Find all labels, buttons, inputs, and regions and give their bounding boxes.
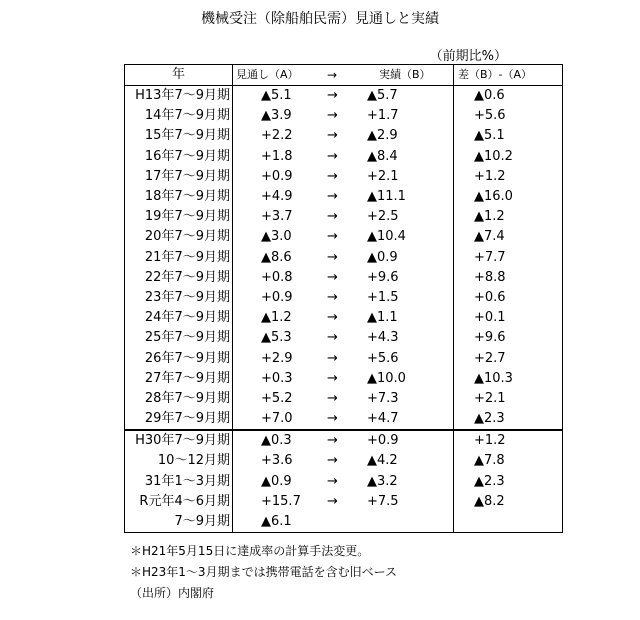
cell-arrow: → [327,209,338,225]
cell-arrow: → [327,493,338,509]
cell-arrow: → [327,229,338,245]
table-row [125,492,563,512]
cell-arrow: → [327,390,338,406]
cell-diff: +7.7 [454,248,563,268]
forecast-table [124,64,563,533]
cell-year: 21年7～9月期 [125,248,233,268]
cell-forecast: +2.2 [233,126,328,146]
table-row [125,106,563,126]
cell-arrow: → [327,350,338,366]
header-diff: 差（B）-（A） [454,65,563,86]
cell-diff: +9.6 [454,328,563,348]
cell-forecast: ▲5.3 [233,328,328,348]
cell-actual: +2.1 [367,168,399,184]
cell-actual: +4.3 [367,330,399,346]
table-row [125,227,563,247]
notes [130,541,397,583]
cell-diff: +5.6 [454,106,563,126]
table-row [125,308,563,328]
cell-diff: +1.2 [454,167,563,187]
note-2: ＊H23年1～3月期までは携帯電話を含む旧ベース [130,565,397,579]
table-row [125,268,563,288]
cell-year: 24年7～9月期 [125,308,233,328]
cell-actual: +1.5 [367,289,399,305]
table-row [125,348,563,368]
table-row [125,126,563,146]
cell-arrow: → [327,330,338,346]
cell-arrow: → [327,108,338,124]
cell-forecast: +0.9 [233,288,328,308]
cell-diff: ▲8.2 [454,492,563,512]
cell-year: 26年7～9月期 [125,348,233,368]
cell-diff: +8.8 [454,268,563,288]
header-forecast: 見通し（A） [233,65,328,86]
cell-diff: ▲5.1 [454,126,563,146]
table-row [125,328,563,348]
table-row [125,472,563,492]
cell-actual: +2.5 [367,209,399,225]
cell-year: H30年7～9月期 [125,430,233,451]
cell-actual: ▲3.2 [367,473,398,489]
cell-diff: +2.1 [454,389,563,409]
cell-year: 15年7～9月期 [125,126,233,146]
cell-diff: +0.1 [454,308,563,328]
cell-year: 17年7～9月期 [125,167,233,187]
cell-actual: ▲10.0 [367,370,406,386]
cell-arrow: → [327,269,338,285]
cell-actual [367,512,454,533]
table-row [125,512,563,533]
cell-actual: +7.5 [367,493,399,509]
cell-year: 18年7～9月期 [125,187,233,207]
cell-actual: +9.6 [367,269,399,285]
cell-arrow: → [327,289,338,305]
table-body [125,86,563,533]
cell-actual: +4.7 [367,411,399,427]
cell-year: R元年4～6月期 [125,492,233,512]
cell-forecast: +3.6 [233,451,328,471]
cell-arrow: → [327,310,338,326]
cell-actual: ▲8.4 [367,148,398,164]
cell-diff: +2.7 [454,348,563,368]
cell-arrow: → [327,430,367,451]
cell-actual: +7.3 [367,390,399,406]
cell-diff: ▲7.8 [454,451,563,471]
cell-arrow: → [327,148,338,164]
cell-forecast: +0.3 [233,369,328,389]
cell-diff [454,512,563,533]
cell-arrow: → [327,453,338,469]
table-row [125,187,563,207]
cell-diff: ▲10.3 [454,369,563,389]
cell-actual: ▲1.1 [367,310,398,326]
cell-forecast: ▲5.1 [233,86,328,107]
cell-forecast: ▲3.9 [233,106,328,126]
cell-year: 20年7～9月期 [125,227,233,247]
cell-diff: ▲10.2 [454,147,563,167]
cell-year: 25年7～9月期 [125,328,233,348]
cell-year: 31年1～3月期 [125,472,233,492]
cell-year: 27年7～9月期 [125,369,233,389]
cell-forecast: ▲8.6 [233,248,328,268]
table-row [125,389,563,409]
cell-diff: +1.2 [454,430,563,451]
cell-actual: +5.6 [367,350,399,366]
cell-year: 14年7～9月期 [125,106,233,126]
cell-diff: ▲0.6 [454,86,563,107]
cell-actual: +0.9 [367,430,454,451]
cell-diff: ▲2.3 [454,472,563,492]
cell-forecast: +7.0 [233,409,328,430]
table-title: 機械受注（除船舶民需）見通しと実績 [201,11,439,27]
cell-forecast: ▲3.0 [233,227,328,247]
cell-forecast: ▲0.9 [233,472,328,492]
cell-diff: ▲1.2 [454,207,563,227]
table-row [125,86,563,107]
cell-forecast: +4.9 [233,187,328,207]
table-row [125,248,563,268]
cell-year: 10～12月期 [125,451,233,471]
header-actual: 実績（B） [367,65,454,86]
cell-year: 29年7～9月期 [125,409,233,430]
cell-diff: ▲2.3 [454,409,563,430]
table-row [125,430,563,451]
cell-year: 23年7～9月期 [125,288,233,308]
cell-diff: ▲7.4 [454,227,563,247]
cell-arrow: → [327,370,338,386]
table-row [125,369,563,389]
cell-arrow [327,512,367,533]
cell-arrow: → [327,88,338,104]
table-row [125,288,563,308]
cell-year: 16年7～9月期 [125,147,233,167]
cell-year: 19年7～9月期 [125,207,233,227]
cell-year: 7～9月期 [125,512,233,533]
table-header-row [125,65,563,86]
cell-actual: ▲11.1 [367,189,406,205]
cell-forecast: ▲0.3 [233,430,328,451]
cell-year: 28年7～9月期 [125,389,233,409]
note-1: ＊H21年5月15日に達成率の計算手法変更。 [130,544,370,558]
cell-forecast: ▲1.2 [233,308,328,328]
table-row [125,167,563,187]
cell-forecast: +0.8 [233,268,328,288]
header-year: 年 [125,65,233,86]
cell-arrow: → [327,168,338,184]
cell-arrow: → [327,473,338,489]
cell-actual: ▲0.9 [367,249,398,265]
cell-arrow: → [327,411,338,427]
header-arrow: → [327,65,367,86]
cell-diff: ▲16.0 [454,187,563,207]
table-row [125,409,563,430]
source-note: （出所）内閣府 [130,586,215,600]
cell-diff: +0.6 [454,288,563,308]
cell-actual: ▲2.9 [367,128,398,144]
cell-actual: ▲10.4 [367,229,406,245]
cell-actual: ▲4.2 [367,453,398,469]
cell-year: 22年7～9月期 [125,268,233,288]
cell-forecast: +15.7 [233,492,328,512]
cell-forecast: +2.9 [233,348,328,368]
table-row [125,451,563,471]
table-row [125,147,563,167]
cell-arrow: → [327,189,338,205]
cell-forecast: +1.8 [233,147,328,167]
table-row [125,207,563,227]
cell-forecast: ▲6.1 [233,512,328,533]
cell-arrow: → [327,128,338,144]
cell-year: H13年7～9月期 [125,86,233,107]
cell-forecast: +0.9 [233,167,328,187]
cell-forecast: +3.7 [233,207,328,227]
cell-actual: ▲5.7 [367,88,398,104]
unit-label: （前期比%） [429,49,507,64]
cell-arrow: → [327,249,338,265]
cell-actual: +1.7 [367,108,399,124]
cell-forecast: +5.2 [233,389,328,409]
